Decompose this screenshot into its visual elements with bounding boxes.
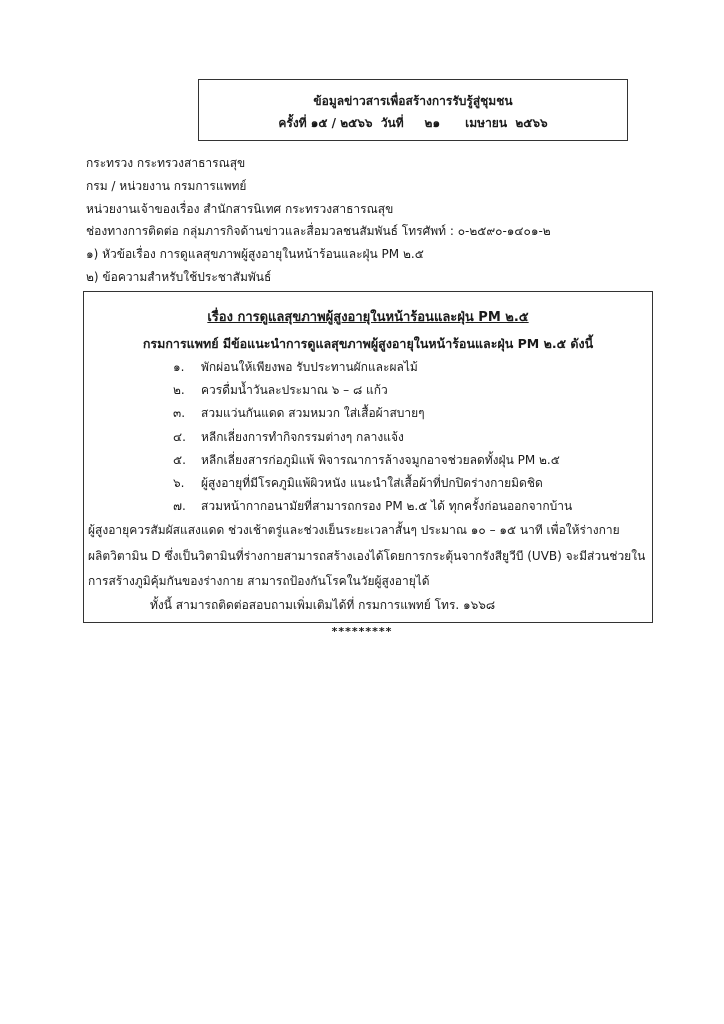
closing-contact: ทั้งนี้ สามารถติดต่อสอบถามเพิ่มเติมได้ที่ กรมการแพทย์ โทร. ๑๖๖๘ [150,598,496,612]
paragraph-line: ผลิตวิตามิน D ซึ่งเป็นวิตามินที่ร่างกายสามารถสร้างเองได้โดยการกระตุ้นจากรังสียูวีบี (UVB) จะมีส่วนช่วยใน [88,548,646,563]
paragraph-line: การสร้างภูมิคุ้มกันของร่างกาย สามารถป้องกันโรคในวัยผู้สูงอายุได้ [88,574,430,588]
paragraph-line: ผู้สูงอายุควรสัมผัสแสงแดด ช่วงเช้าตรู่และช่วงเย็นระยะเวลาสั้นๆ ประมาณ ๑๐ – ๑๕ นาที เพื่อให้ร่างกาย [88,523,620,537]
tip-number: ๕. [173,452,186,467]
tip-number: ๑. [173,360,185,374]
tip-item [173,402,572,425]
tip-text: ควรดื่มน้ำวันละประมาณ ๖ – ๘ แก้ว [201,383,388,398]
tip-number: ๓. [173,406,186,421]
tip-item [173,426,572,449]
tip-number: ๗. [173,499,186,514]
tip-text: หลีกเลี่ยงการทำกิจกรรมต่างๆ กลางแจ้ง [201,429,404,444]
content-title [84,306,652,327]
content-intro: กรมการแพทย์ มีข้อแนะนำการดูแลสุขภาพผู้สูงอายุในหน้าร้อนและฝุ่น PM ๒.๕ ดังนี้ [142,336,594,351]
tip-text: ผู้สูงอายุที่มีโรคภูมิแพ้ผิวหนัง แนะนำใส่เสื้อผ้าที่ปกปิดร่างกายมิดชิด [201,476,543,491]
tip-text: พักผ่อนให้เพียงพอ รับประทานผักและผลไม้ [201,360,418,374]
tip-text: สวมแว่นกันแดด สวมหมวก ใส่เสื้อผ้าสบายๆ [201,406,425,421]
tip-item [173,449,572,472]
sunlight-paragraph [88,518,650,595]
meta-owner: หน่วยงานเจ้าของเรื่อง สำนักสารนิเทศ กระทรวงสาธารณสุข [86,201,394,216]
tip-number: ๔. [173,429,186,444]
meta-block [86,152,686,289]
content-title-text: เรื่อง การดูแลสุขภาพผู้สูงอายุในหน้าร้อนและฝุ่น PM ๒.๕ [207,310,529,325]
header-title: ข้อมูลข่าวสารเพื่อสร้างการรับรู้สู่ชุมชน [313,94,513,108]
meta-department: กรม / หน่วยงาน กรมการแพทย์ [86,178,247,193]
tip-number: ๖. [173,476,185,491]
tip-number: ๒. [173,383,185,398]
meta-contact: ช่องทางการติดต่อ กลุ่มภารกิจด้านข่าวและสื่อมวลชนสัมพันธ์ โทรศัพท์ : ๐-๒๕๙๐-๑๔๐๑-๒ [86,224,551,239]
tip-text: หลีกเลี่ยงสารก่อภูมิแพ้ พิจารณาการล้างจมูกอาจช่วยลดทั้งฝุ่น PM ๒.๕ [201,452,560,467]
content-box [83,291,653,623]
meta-topic: ๑) หัวข้อเรื่อง การดูแลสุขภาพผู้สูงอายุในหน้าร้อนและฝุ่น PM ๒.๕ [86,247,424,262]
tip-item [173,472,572,495]
meta-ministry: กระทรวง กระทรวงสาธารณสุข [86,156,246,170]
tips-list [173,356,572,518]
tip-item [173,379,572,402]
end-marker: ********* [331,625,393,638]
header-box [198,79,628,141]
tip-item [173,356,572,379]
tip-item [173,495,572,518]
header-issue-line: ครั้งที่ ๑๕ / ๒๕๖๖ วันที่ ๒๑ เมษายน ๒๕๖๖ [278,116,548,130]
tip-text: สวมหน้ากากอนามัยที่สามารถกรอง PM ๒.๕ ได้ ทุกครั้งก่อนออกจากบ้าน [201,499,573,514]
meta-message: ๒) ข้อความสำหรับใช้ประชาสัมพันธ์ [86,269,272,284]
